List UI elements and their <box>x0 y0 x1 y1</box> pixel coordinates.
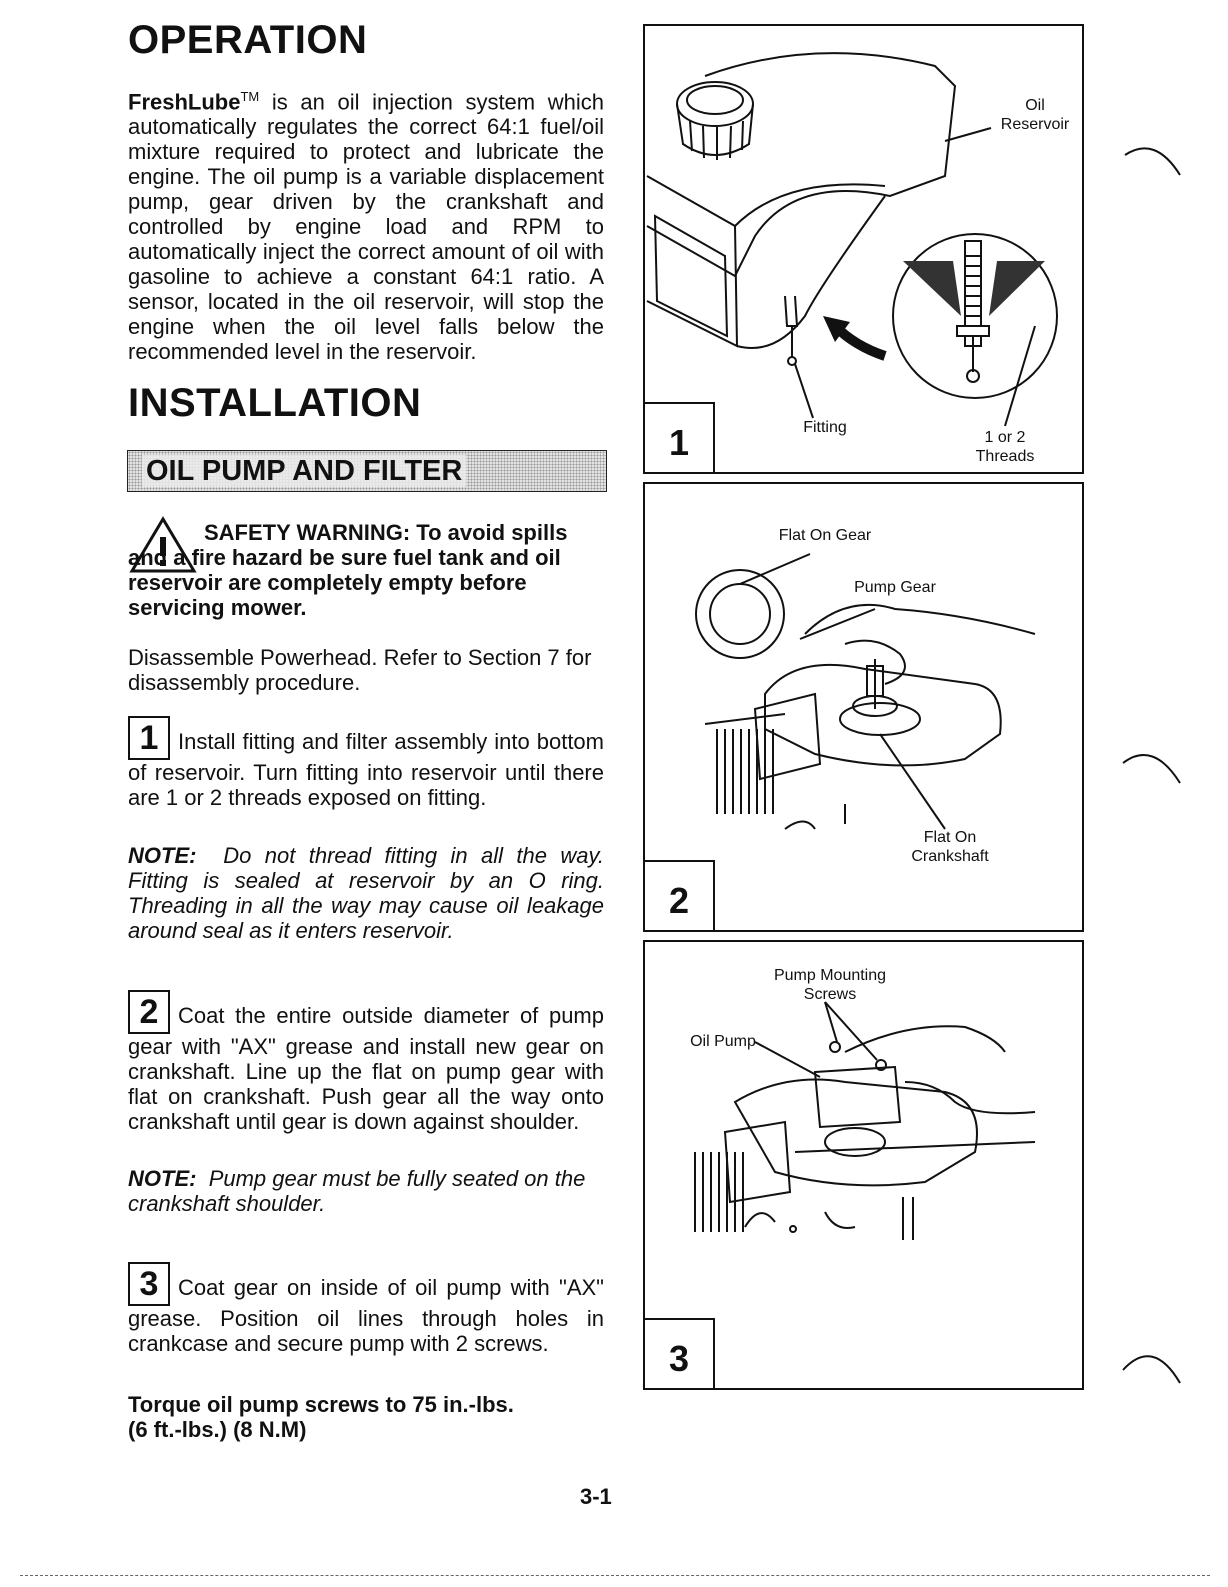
figure-3-number: 3 <box>643 1318 715 1390</box>
label-oil-pump: Oil Pump <box>690 1033 756 1050</box>
page-number: 3-1 <box>580 1484 612 1509</box>
figure-2 <box>643 482 1084 932</box>
step-2 <box>128 990 604 1134</box>
label-pump-gear: Pump Gear <box>854 579 936 596</box>
step-1-number: 1 <box>128 716 170 760</box>
note-2-text: Pump gear must be fully seated on the crankshaft shoulder. <box>128 1166 586 1216</box>
freshlube-name: FreshLube <box>128 89 241 115</box>
note-1-text: Do not thread fitting in all the way. Fitting is sealed at reservoir by an O ring. Threading in all the way may cause oil leakage around seal as it enters reservoir. <box>128 843 604 943</box>
freshlube-trademark: TM <box>240 89 260 104</box>
torque-spec <box>128 1392 604 1442</box>
operation-paragraph <box>128 84 604 364</box>
note-2 <box>128 1166 604 1216</box>
label-crankshaft: Crankshaft <box>911 848 989 865</box>
note-1 <box>128 843 604 943</box>
label-pump-mounting: Pump Mounting <box>773 967 887 984</box>
installation-heading: INSTALLATION <box>128 381 422 425</box>
disassemble-text: Disassemble Powerhead. Refer to Section 7 for disassembly procedure. <box>128 645 592 695</box>
label-fitting: Fitting <box>803 419 847 436</box>
step-1 <box>128 716 604 810</box>
operation-heading: OPERATION <box>128 18 368 62</box>
operation-text: is an oil injection system which automatically regulates the correct 64:1 fuel/oil mixture required to protect and lubricate the engine. The oil pump is a variable displacement pump, gear driven by the crankshaft and controlled by engine load and RPM to automatically inject the correct amount of oil with gasoline to achieve a constant 64:1 ratio. A sensor, located in the oil reservoir, will stop the engine when the oil level falls below the recommended level in the reservoir. <box>128 89 604 365</box>
step-3-text: Coat gear on inside of oil pump with "AX" grease. Position oil lines through holes in crankcase and secure pump with 2 screws. <box>128 1275 604 1356</box>
figure-1-number: 1 <box>643 402 715 474</box>
step-3-number: 3 <box>128 1262 170 1306</box>
step-3 <box>128 1262 604 1356</box>
label-oil: Oil <box>1025 97 1045 114</box>
label-flat-on: Flat On <box>923 829 977 846</box>
step-1-text: Install fitting and filter assembly into bottom of reservoir. Turn fitting into reservoir until there are 1 or 2 threads exposed on fitting. <box>128 729 604 810</box>
torque-line-1: Torque oil pump screws to 75 in.-lbs. <box>128 1392 514 1417</box>
figure-2-number: 2 <box>643 860 715 932</box>
note-1-label: NOTE: <box>128 843 197 868</box>
label-screws: Screws <box>803 986 857 1003</box>
punch-hole-mark <box>1118 745 1188 785</box>
torque-line-2: (6 ft.-lbs.) (8 N.M) <box>128 1417 307 1442</box>
bottom-rule <box>20 1575 1210 1576</box>
punch-hole-mark <box>1120 140 1190 180</box>
label-reservoir: Reservoir <box>1000 116 1070 133</box>
punch-hole-mark <box>1118 1345 1188 1385</box>
note-2-label: NOTE: <box>128 1166 197 1191</box>
figure-1 <box>643 24 1084 474</box>
safety-warning: SAFETY WARNING: To avoid spills and a fire hazard be sure fuel tank and oil reservoir are completely empty before servicing mower. <box>128 520 568 620</box>
label-threads: Threads <box>975 448 1035 465</box>
step-2-number: 2 <box>128 990 170 1034</box>
section-banner <box>127 450 607 492</box>
figure-3 <box>643 940 1084 1390</box>
label-threads-count: 1 or 2 <box>984 429 1026 446</box>
banner-title: OIL PUMP AND FILTER <box>142 455 466 487</box>
label-flat-on-gear: Flat On Gear <box>778 527 872 544</box>
step-2-text: Coat the entire outside diameter of pump gear with "AX" grease and install new gear on crankshaft. Line up the flat on pump gear with flat on crankshaft. Push gear all the way onto crankshaft until gear is down against shoulder. <box>128 1003 604 1134</box>
